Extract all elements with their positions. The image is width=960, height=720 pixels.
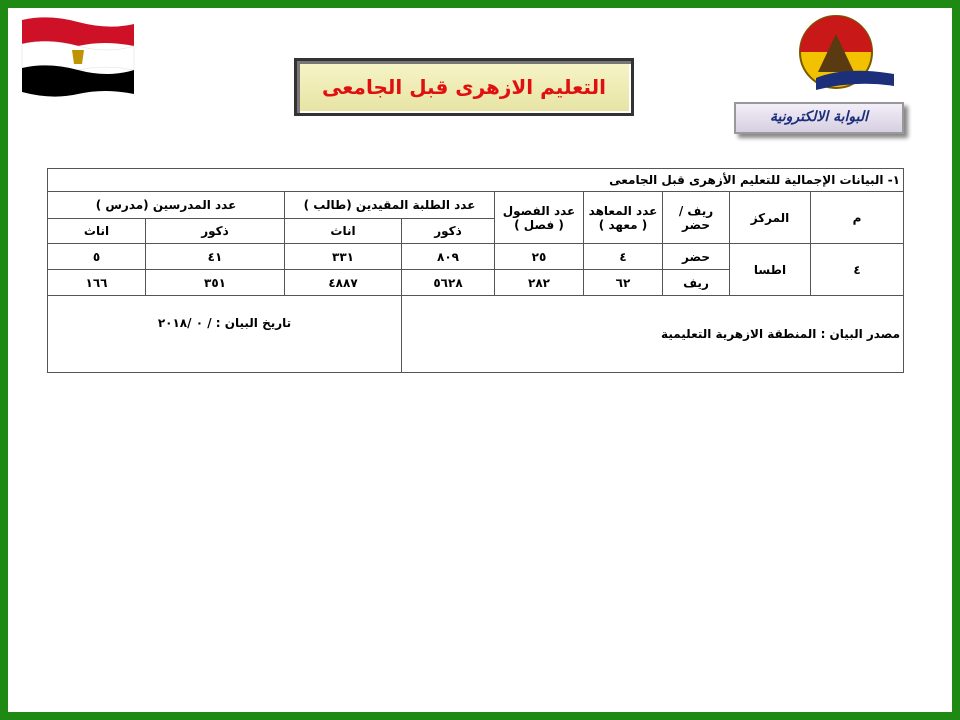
header-institutes: عدد المعاهد ( معهد ) <box>584 192 663 244</box>
data-date: تاريخ البيان : / ٠ /٢٠١٨ <box>48 296 402 373</box>
row-classes: ٢٨٢ <box>495 270 584 296</box>
row-teachers-males: ٤١ <box>146 244 285 270</box>
data-source: مصدر البيان : المنطقة الازهرية التعليمية <box>402 296 904 373</box>
row-teachers-females: ١٦٦ <box>48 270 146 296</box>
governorate-logo-icon <box>796 14 896 104</box>
row-students-females: ٣٣١ <box>285 244 402 270</box>
row-classes: ٢٥ <box>495 244 584 270</box>
header-teachers-females: اناث <box>48 219 146 244</box>
header-teachers: عدد المدرسين (مدرس ) <box>48 192 285 219</box>
header-students-females: اناث <box>285 219 402 244</box>
education-data-table <box>47 168 904 373</box>
portal-label: البوابة الالكترونية <box>770 109 868 125</box>
header-classes: عدد الفصول ( فصل ) <box>495 192 584 244</box>
row-teachers-females: ٥ <box>48 244 146 270</box>
page-title-box <box>294 58 634 116</box>
row-type: ريف <box>663 270 730 296</box>
row-markaz: اطسا <box>730 244 811 296</box>
header-students-males: ذكور <box>402 219 495 244</box>
header-m: م <box>811 192 904 244</box>
row-institutes: ٤ <box>584 244 663 270</box>
page-title: التعليم الازهرى قبل الجامعى <box>322 75 606 99</box>
row-students-males: ٨٠٩ <box>402 244 495 270</box>
header-students: عدد الطلبة المقيدين (طالب ) <box>285 192 495 219</box>
table-caption: ١- البيانات الإجمالية للتعليم الأزهرى قبل الجامعى <box>48 169 904 192</box>
row-m: ٤ <box>811 244 904 296</box>
portal-banner[interactable] <box>734 102 904 134</box>
header-reef-hadar: ريف /حضر <box>663 192 730 244</box>
egypt-flag-icon <box>18 14 138 98</box>
row-type: حضر <box>663 244 730 270</box>
row-teachers-males: ٣٥١ <box>146 270 285 296</box>
header-markaz: المركز <box>730 192 811 244</box>
row-institutes: ٦٢ <box>584 270 663 296</box>
row-students-females: ٤٨٨٧ <box>285 270 402 296</box>
row-students-males: ٥٦٢٨ <box>402 270 495 296</box>
header-teachers-males: ذكور <box>146 219 285 244</box>
